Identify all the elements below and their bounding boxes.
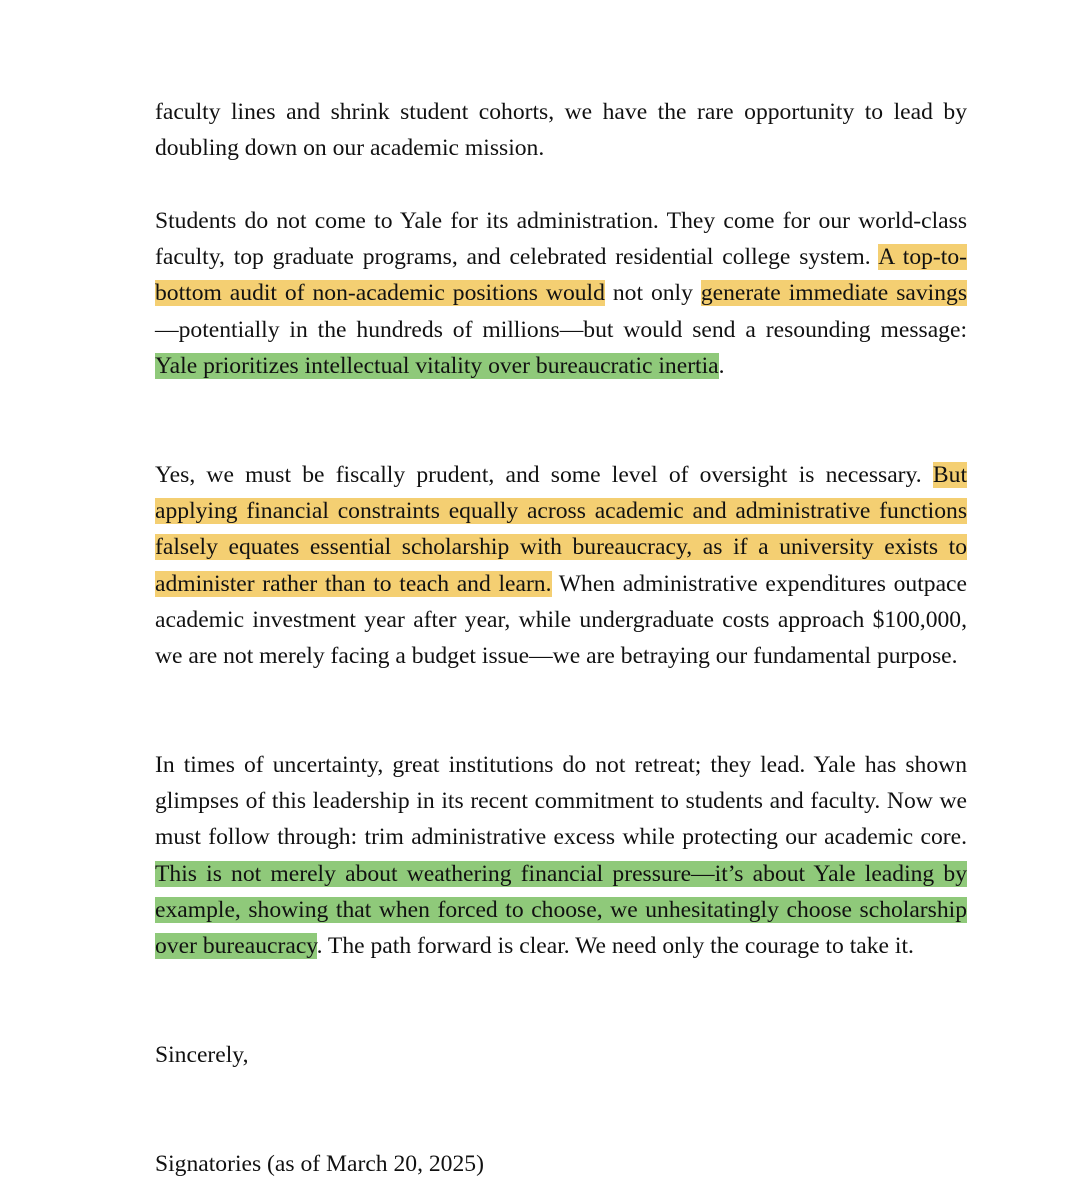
paragraph-uncertainty [155,747,967,964]
highlight-yellow: generate immediate savings [700,280,968,307]
highlight-yellow: A top-to-bottom audit of non-academic positions would [155,244,967,307]
paragraph-text: not only [604,280,701,307]
closing: Sincerely, [155,1042,249,1068]
paragraph-text: —potentially in the hundreds of millions—but would send a resounding message: [155,316,967,343]
paragraph-text: . The path forward is clear. We need only the courage to take it. [316,933,914,960]
paragraph-audit [155,203,967,384]
signatories-heading: Signatories (as of March 20, 2025) [155,1151,484,1177]
highlight-green: Yale prioritizes intellectual vitality over bureaucratic inertia [155,352,719,379]
highlight-green: This is not merely about weathering financial pressure—it’s about Yale leading by example, showing that when forced to choose, we unhesitatingly choose scholarship over bureaucracy [155,860,967,960]
paragraph-fiscal [155,457,967,674]
paragraph-text: When administrative expenditures outpace academic investment year after year, while undergraduate costs approach $100,000, we are not merely facing a budget issue—we are betraying our fundamental purpose. [155,570,968,670]
paragraph-opening [155,94,967,166]
paragraph-text: faculty lines and shrink student cohorts, we have the rare opportunity to lead by doubling down on our academic mission. [155,99,967,162]
paragraph-text: Yes, we must be fiscally prudent, and some level of oversight is necessary. [155,462,933,488]
paragraph-text: . [718,352,725,379]
highlight-yellow: But applying financial constraints equally across academic and administrative functions falsely equates essential scholarship with bureaucracy, as if a university exists to administer rather than to teach and learn. [155,462,967,597]
paragraph-text: In times of uncertainty, great institutions do not retreat; they lead. Yale has shown glimpses of this leadership in its recent commitment to students and faculty. Now we must follow through: trim administrative excess while protecting our academic core. [155,752,967,851]
paragraph-text: Students do not come to Yale for its administration. They come for our world-class faculty, top graduate programs, and celebrated residential college system. [155,208,967,271]
